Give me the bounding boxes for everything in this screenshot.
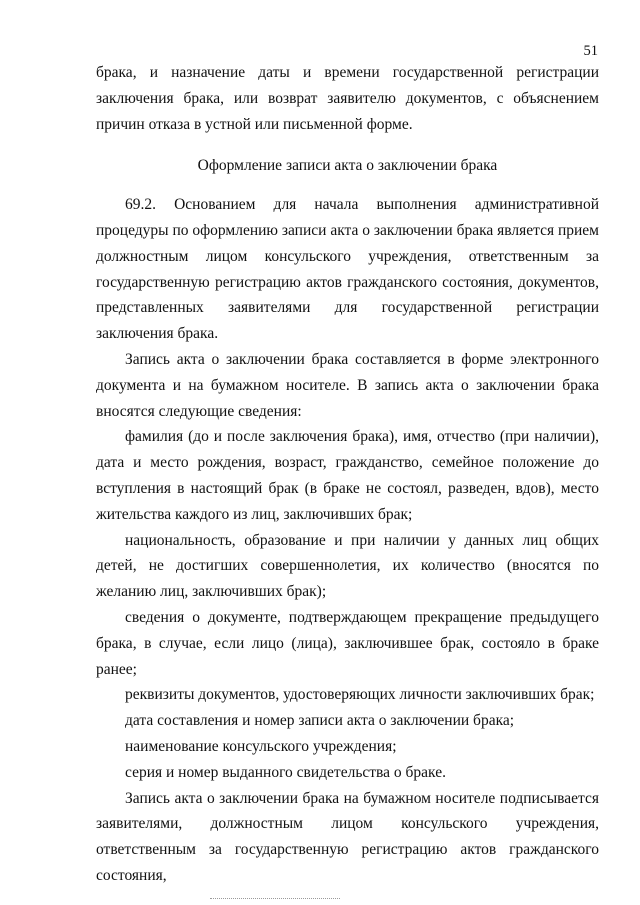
- scan-edge-artifact: [210, 898, 340, 899]
- page-number: 51: [583, 43, 598, 59]
- paragraph-record-form: Запись акта о заключении брака составляется в форме электронного документа и на бумажном носителе. В запись акта о заключении брака вносятся следующие сведения:: [96, 350, 599, 420]
- list-item-consulate-name: наименование консульского учреждения;: [125, 737, 397, 755]
- paragraph-69-2: 69.2. Основанием для начала выполнения административной процедуры по оформлению записи акта о заключении брака является прием должностным лицом консульского учреждения, ответственным за государственную регистрацию актов гражданского состояния, документов, представленных заявителями для государственной регистрации заключения брака.: [96, 196, 599, 343]
- list-item-identity-documents: реквизиты документов, удостоверяющих личности заключивших брак;: [125, 686, 595, 704]
- document-body: [96, 60, 599, 889]
- section-heading: Оформление записи акта о заключении брака: [197, 157, 498, 175]
- list-item-record-date: дата составления и номер записи акта о заключении брака;: [125, 712, 515, 730]
- list-item-certificate: серия и номер выданного свидетельства о браке.: [125, 763, 446, 781]
- paragraph-signing: Запись акта о заключении брака на бумажном носителе подписывается заявителями, должностным лицом консульского учреждения, ответственным за государственную регистрацию актов гражданского состояния,: [96, 789, 599, 884]
- list-item-nationality: национальность, образование и при наличии у данных лиц общих детей, не достигших совершеннолетия, их количество (вносятся по желанию лиц, заключивших брак);: [96, 531, 599, 601]
- list-item-previous-marriage: сведения о документе, подтверждающем прекращение предыдущего брака, в случае, если лицо (лица), заключившее брак, состояло в браке ранее;: [96, 608, 599, 678]
- list-item-names: фамилия (до и после заключения брака), имя, отчество (при наличии), дата и место рождения, возраст, гражданство, семейное положение до вступления в настоящий брак (в браке не состоял, разведен, вдов), место жительства каждого из лиц, заключивших брак;: [96, 428, 599, 523]
- paragraph-continuation: брака, и назначение даты и времени государственной регистрации заключения брака, или возврат заявителю документов, с объяснением причин отказа в устной или письменной форме.: [96, 64, 599, 133]
